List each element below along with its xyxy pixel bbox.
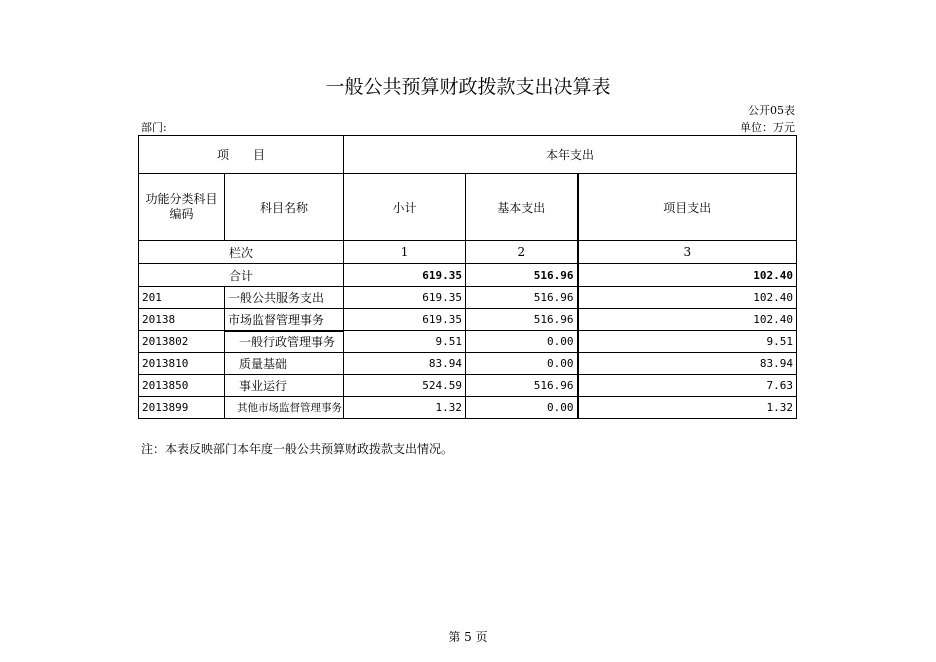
row-basic: 516.96 bbox=[466, 287, 578, 309]
table-note: 注：本表反映部门本年度一般公共预算财政拨款支出情况。 bbox=[141, 442, 454, 456]
column-index-label: 栏次 bbox=[139, 241, 344, 264]
header-subject-name: 科目名称 bbox=[225, 174, 344, 241]
row-subtotal: 83.94 bbox=[344, 353, 466, 375]
row-subtotal: 619.35 bbox=[344, 309, 466, 331]
row-name: 一般公共服务支出 bbox=[225, 287, 344, 309]
expense-table bbox=[138, 135, 796, 419]
header-item: 项 目 bbox=[139, 136, 344, 174]
row-project: 83.94 bbox=[578, 353, 797, 375]
table-row bbox=[139, 353, 797, 375]
row-basic: 0.00 bbox=[466, 397, 578, 419]
header-project-expense: 项目支出 bbox=[578, 174, 797, 241]
column-index-3: 3 bbox=[578, 241, 797, 264]
row-basic: 516.96 bbox=[466, 375, 578, 397]
total-project: 102.40 bbox=[578, 264, 797, 287]
row-name: 一般行政管理事务 bbox=[225, 331, 344, 353]
row-code: 2013899 bbox=[139, 397, 225, 419]
total-subtotal: 619.35 bbox=[344, 264, 466, 287]
row-subtotal: 9.51 bbox=[344, 331, 466, 353]
row-name: 其他市场监督管理事务 bbox=[225, 397, 344, 419]
row-name: 质量基础 bbox=[225, 353, 344, 375]
row-basic: 0.00 bbox=[466, 353, 578, 375]
row-subtotal: 524.59 bbox=[344, 375, 466, 397]
table-row bbox=[139, 397, 797, 419]
row-code: 201 bbox=[139, 287, 225, 309]
row-project: 7.63 bbox=[578, 375, 797, 397]
table-row bbox=[139, 331, 797, 353]
row-project: 102.40 bbox=[578, 309, 797, 331]
unit-label: 单位：万元 bbox=[740, 121, 795, 134]
total-row bbox=[139, 264, 797, 287]
header-annual-expense: 本年支出 bbox=[344, 136, 797, 174]
column-index-1: 1 bbox=[344, 241, 466, 264]
row-project: 1.32 bbox=[578, 397, 797, 419]
row-subtotal: 619.35 bbox=[344, 287, 466, 309]
form-code: 公开05表 bbox=[748, 104, 795, 117]
row-name: 事业运行 bbox=[225, 375, 344, 397]
table-row bbox=[139, 375, 797, 397]
page-title: 一般公共预算财政拨款支出决算表 bbox=[325, 76, 611, 98]
header-subtotal: 小计 bbox=[344, 174, 466, 241]
row-project: 9.51 bbox=[578, 331, 797, 353]
row-code: 20138 bbox=[139, 309, 225, 331]
row-subtotal: 1.32 bbox=[344, 397, 466, 419]
table-row bbox=[139, 309, 797, 331]
row-code: 2013850 bbox=[139, 375, 225, 397]
total-basic: 516.96 bbox=[466, 264, 578, 287]
row-project: 102.40 bbox=[578, 287, 797, 309]
row-code: 2013810 bbox=[139, 353, 225, 375]
row-basic: 516.96 bbox=[466, 309, 578, 331]
row-code: 2013802 bbox=[139, 331, 225, 353]
column-index-2: 2 bbox=[466, 241, 578, 264]
row-name: 市场监督管理事务 bbox=[225, 309, 344, 331]
table-row bbox=[139, 287, 797, 309]
page-number: 第 5 页 bbox=[448, 630, 488, 644]
row-basic: 0.00 bbox=[466, 331, 578, 353]
header-basic-expense: 基本支出 bbox=[466, 174, 578, 241]
header-function-code: 功能分类科目编码 bbox=[139, 174, 225, 241]
total-label: 合计 bbox=[139, 264, 344, 287]
department-label: 部门: bbox=[141, 121, 167, 134]
